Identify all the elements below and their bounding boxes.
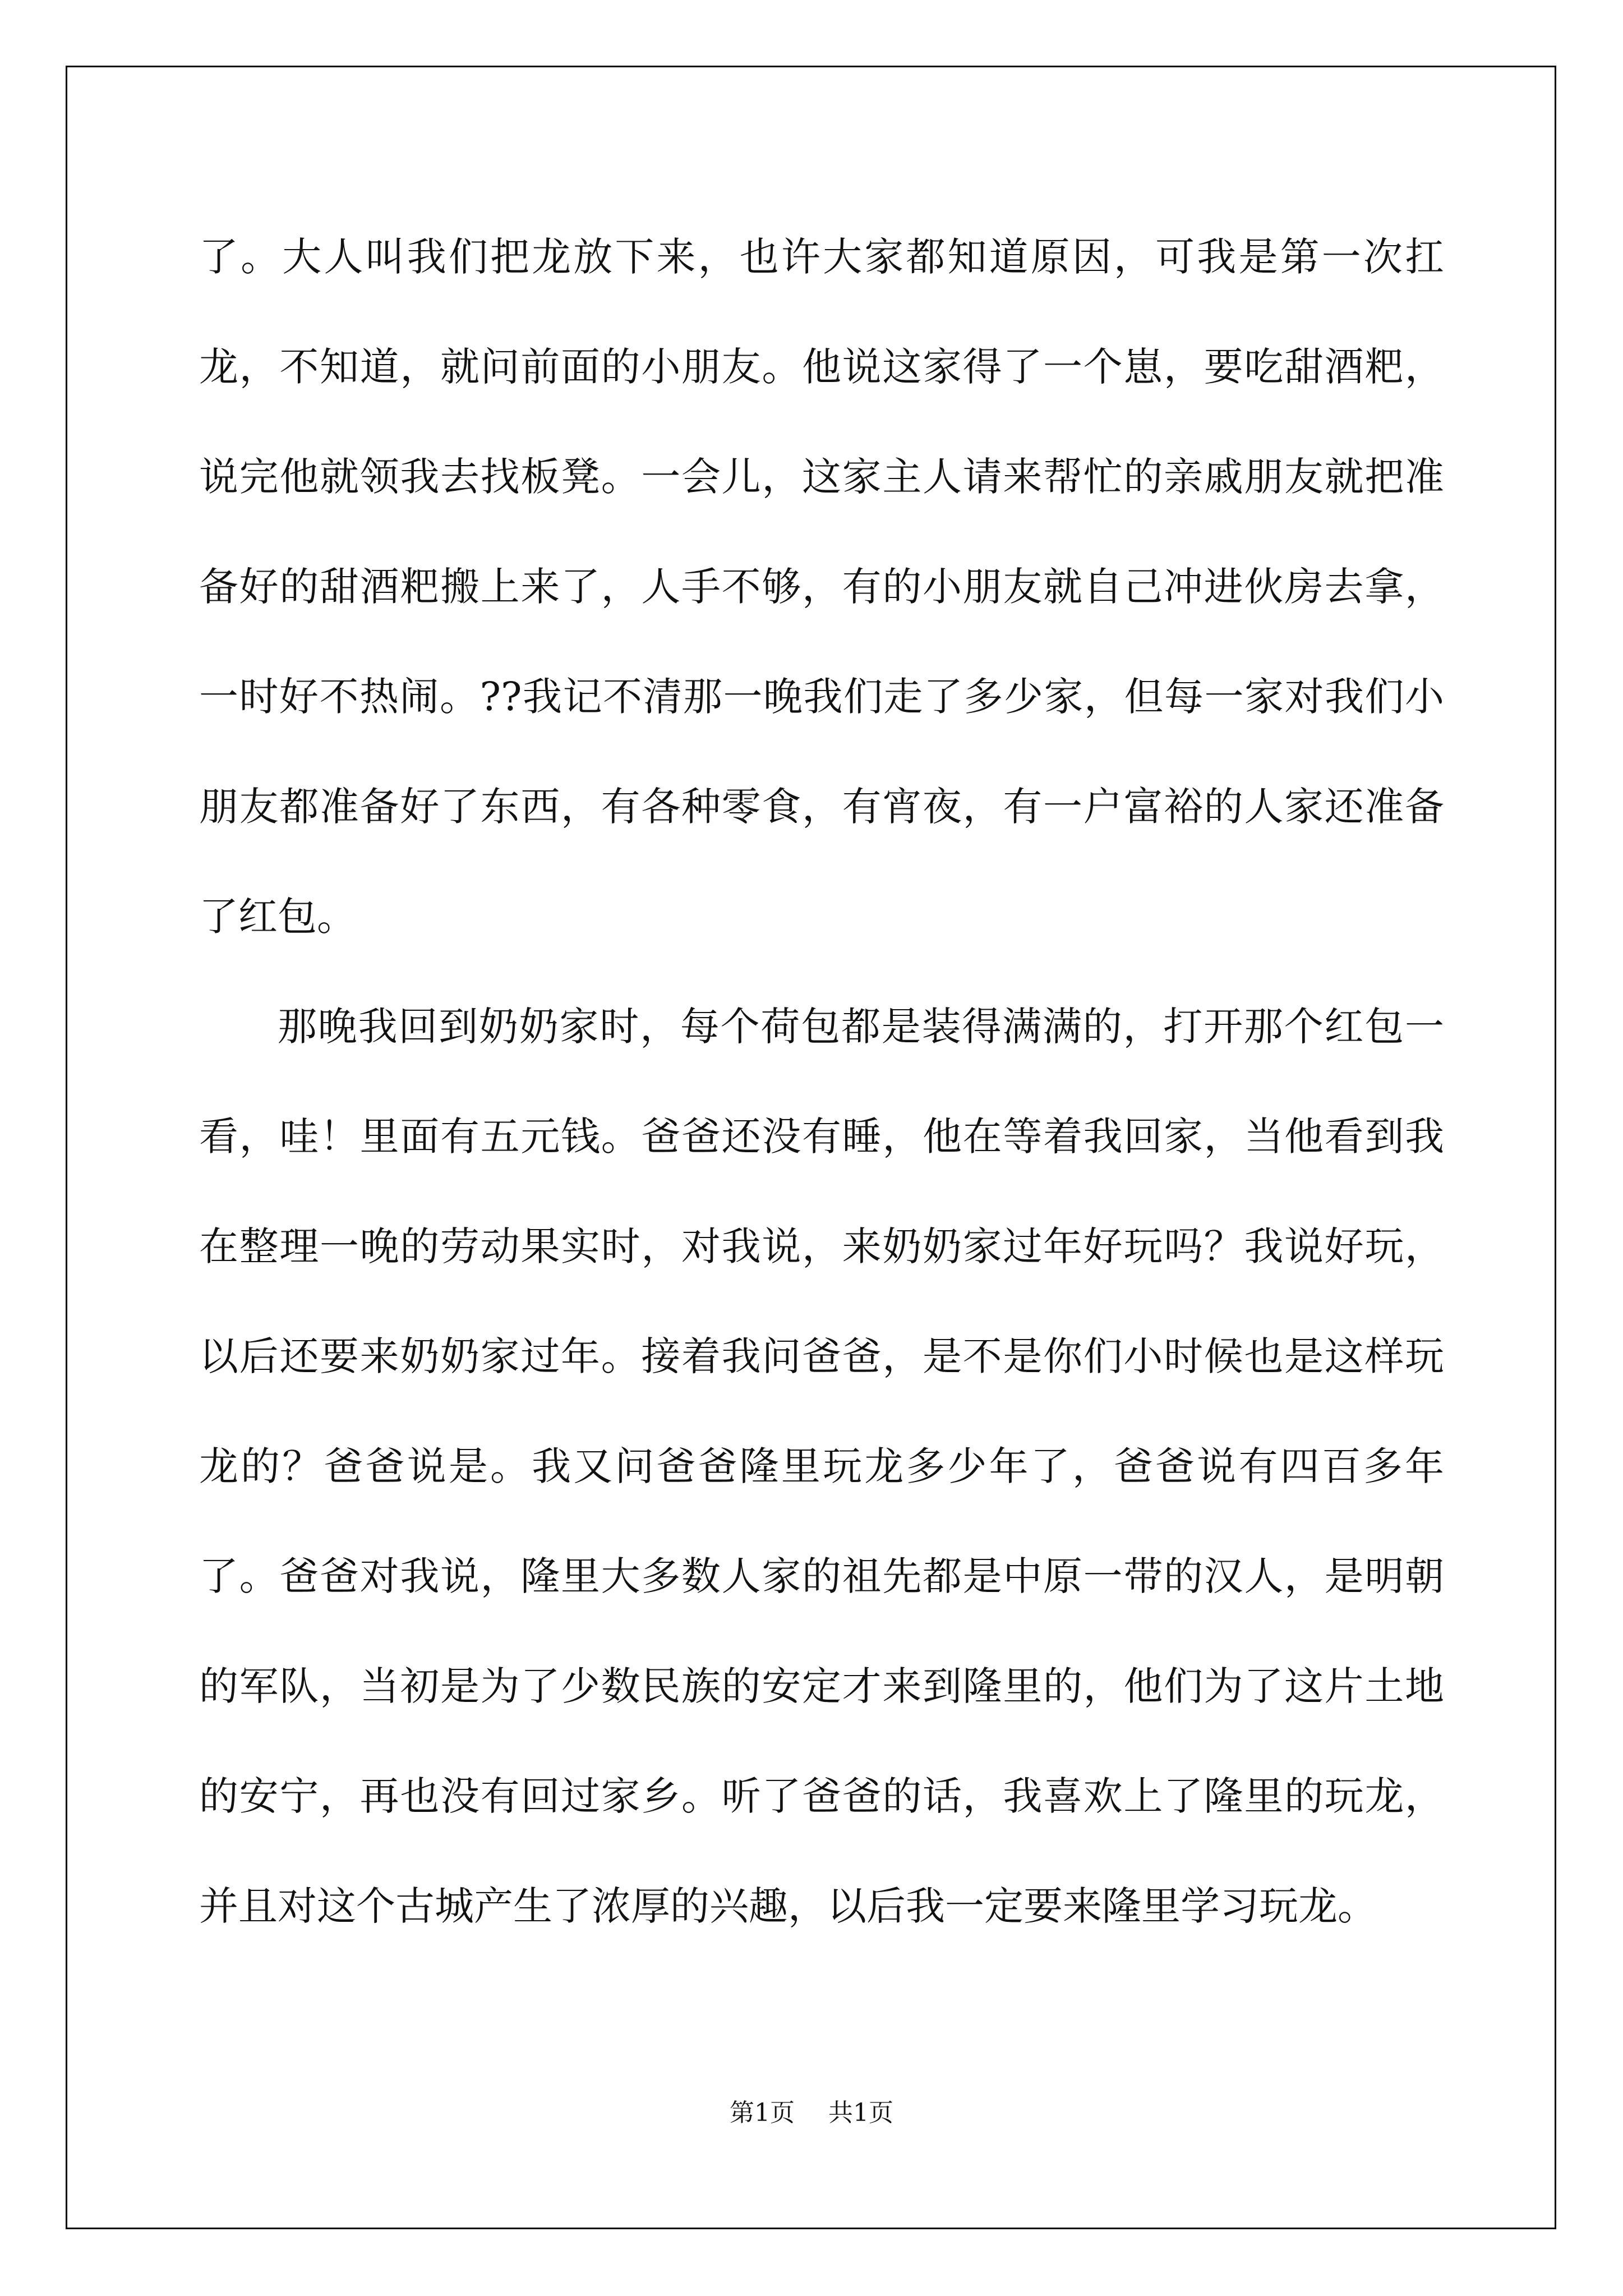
document-body bbox=[199, 202, 1444, 1961]
page-number: 第1页 bbox=[730, 2099, 795, 2127]
paragraph-continuation: 了。大人叫我们把龙放下来，也许大家都知道原因，可我是第一次扛龙，不知道，就问前面的小朋友。他说这家得了一个崽，要吃甜酒粑，说完他就领我去找板凳。一会儿，这家主人请来帮忙的亲戚朋友就把准备好的甜酒粑搬上来了，人手不够，有的小朋友就自己冲进伙房去拿，一时好不热闹。??我记不清那一晚我们走了多少家，但每一家对我们小朋友都准备好了东西，有各种零食，有宵夜，有一户富裕的人家还准备了红包。 bbox=[199, 234, 1444, 940]
paragraph-main: 那晚我回到奶奶家时，每个荷包都是装得满满的，打开那个红包一看，哇！里面有五元钱。爸爸还没有睡，他在等着我回家，当他看到我在整理一晚的劳动果实时，对我说，来奶奶家过年好玩吗？我说好玩，以后还要来奶奶家过年。接着我问爸爸，是不是你们小时候也是这样玩龙的？爸爸说是。我又问爸爸隆里玩龙多少年了，爸爸说有四百多年了。爸爸对我说，隆里大多数人家的祖先都是中原一带的汉人，是明朝的军队，当初是为了少数民族的安定才来到隆里的，他们为了这片土地的安宁，再也没有回过家乡。听了爸爸的话，我喜欢上了隆里的玩龙，并且对这个古城产生了浓厚的兴趣，以后我一定要来隆里学习玩龙。 bbox=[199, 1004, 1444, 1929]
page-total: 共1页 bbox=[828, 2099, 893, 2127]
page-footer bbox=[0, 2092, 1623, 2128]
